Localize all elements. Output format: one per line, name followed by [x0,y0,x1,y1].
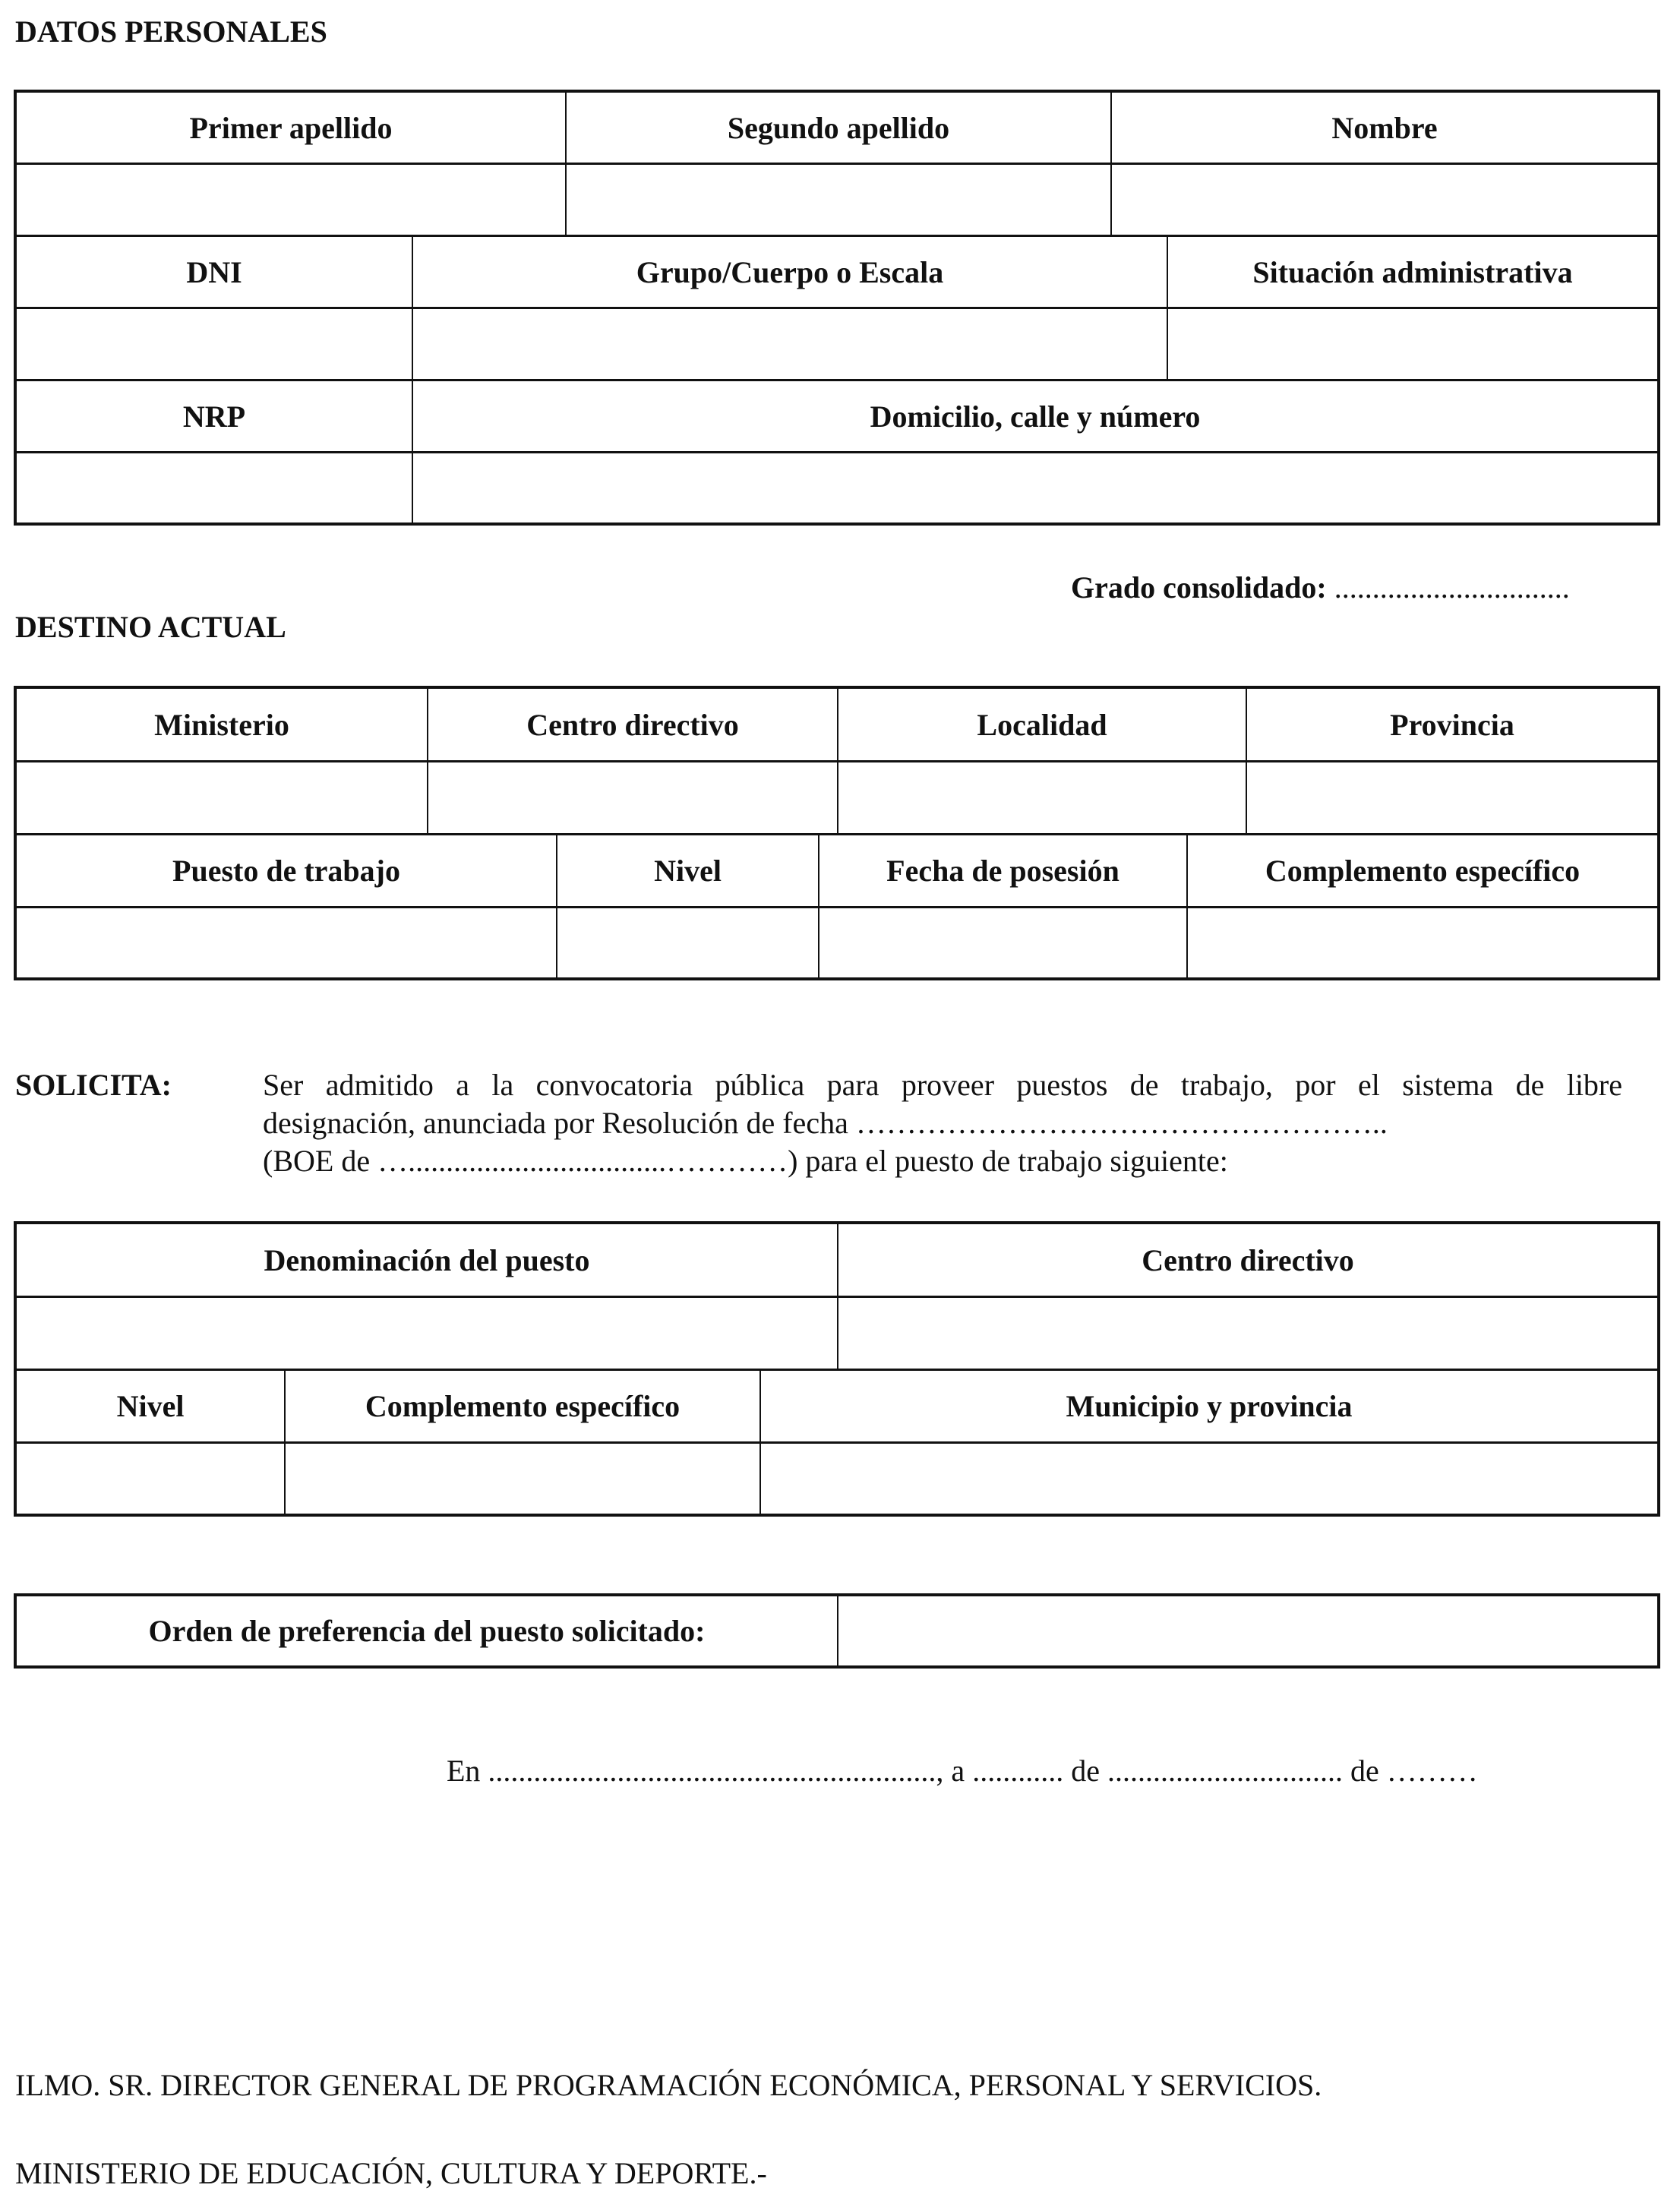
field-ministerio[interactable] [17,762,428,833]
header-ministerio: Ministerio [17,689,428,760]
header-nivel: Nivel [557,835,819,906]
solicita-line-1: Ser admitido a la convocatoria pública para proveer puestos de trabajo, por el sistema de libre [263,1068,1622,1102]
table-input-row [17,908,1657,977]
header-domicilio: Domicilio, calle y número [870,399,1201,434]
orden-preferencia-table [14,1593,1660,1669]
field-segundo-apellido[interactable] [567,165,1112,235]
table-input-row [17,309,1657,381]
field-complemento-especifico[interactable] [1188,908,1657,977]
table-header-row [17,381,1657,453]
field-nrp[interactable] [17,453,413,523]
header-dni: DNI [17,237,413,307]
header-centro-directivo: Centro directivo [1142,1242,1354,1277]
field-domicilio[interactable] [413,453,1657,523]
section-title-destino-actual: DESTINO ACTUAL [15,610,286,644]
orden-preferencia-field[interactable] [838,1596,1657,1665]
fecha-lugar-line[interactable]: En ..........................................................., a ............ de ............................... de ……… [447,1754,1478,1788]
table-input-row [17,762,1657,835]
field-denominacion-del-puesto[interactable] [17,1298,838,1369]
table-input-row [17,1298,1657,1371]
header-nrp: NRP [17,381,413,451]
field-situacion-administrativa[interactable] [1168,309,1657,379]
field-localidad[interactable] [838,762,1247,833]
table-header-row [17,689,1657,762]
table-input-row [17,1444,1657,1514]
header-localidad: Localidad [838,689,1247,760]
header-situacion-administrativa: Situación administrativa [1252,254,1573,289]
field-centro-directivo[interactable] [428,762,838,833]
table-header-row [17,1224,1657,1298]
table-row [17,1596,1657,1665]
field-puesto-de-trabajo[interactable] [17,908,557,977]
field-nivel[interactable] [557,908,819,977]
table-header-row [17,835,1657,908]
solicita-label: SOLICITA: [15,1068,172,1102]
header-fecha-de-posesion: Fecha de posesión [819,835,1188,906]
solicita-line-2: designación, anunciada por Resolución de fecha …………………………………………….. [263,1106,1388,1140]
table-header-row [17,237,1657,309]
table-header-row [17,93,1657,165]
destino-actual-table [14,686,1660,980]
section-title-datos-personales: DATOS PERSONALES [15,14,327,49]
grado-consolidado-label: Grado consolidado: [1071,570,1327,605]
header-nivel: Nivel [17,1371,286,1441]
orden-preferencia-label: Orden de preferencia del puesto solicitado: [17,1596,838,1665]
field-grupo-cuerpo-escala[interactable] [413,309,1168,379]
header-centro-directivo: Centro directivo [428,689,838,760]
datos-personales-table [14,90,1660,526]
header-grupo-cuerpo-escala: Grupo/Cuerpo o Escala [413,237,1168,307]
grado-consolidado-field[interactable]: ............................... [1334,570,1570,605]
field-municipio-y-provincia[interactable] [761,1444,1657,1514]
header-municipio-y-provincia: Municipio y provincia [1066,1389,1353,1423]
field-primer-apellido[interactable] [17,165,567,235]
destinatario-line-1: ILMO. SR. DIRECTOR GENERAL DE PROGRAMACIÓN ECONÓMICA, PERSONAL Y SERVICIOS. [15,2068,1322,2102]
field-provincia[interactable] [1247,762,1657,833]
table-header-row [17,1371,1657,1444]
table-input-row [17,165,1657,237]
destinatario-line-2: MINISTERIO DE EDUCACIÓN, CULTURA Y DEPORTE.- [15,2156,767,2190]
table-input-row [17,453,1657,523]
field-nombre[interactable] [1112,165,1657,235]
header-puesto-de-trabajo: Puesto de trabajo [17,835,557,906]
field-fecha-de-posesion[interactable] [819,908,1188,977]
header-complemento-especifico: Complemento específico [1265,854,1581,888]
solicita-line-3: (BOE de …..................................…………) para el puesto de trabajo siguiente: [263,1144,1228,1178]
header-segundo-apellido: Segundo apellido [567,93,1112,163]
header-nombre: Nombre [1331,110,1438,145]
header-denominacion-del-puesto: Denominación del puesto [17,1224,838,1296]
field-dni[interactable] [17,309,413,379]
field-nivel[interactable] [17,1444,286,1514]
field-complemento-especifico[interactable] [286,1444,761,1514]
header-provincia: Provincia [1390,707,1514,742]
header-complemento-especifico: Complemento específico [286,1371,761,1441]
field-centro-directivo[interactable] [838,1298,1657,1369]
puesto-solicitado-table [14,1221,1660,1517]
grado-consolidado [1071,570,1570,605]
header-primer-apellido: Primer apellido [17,93,567,163]
